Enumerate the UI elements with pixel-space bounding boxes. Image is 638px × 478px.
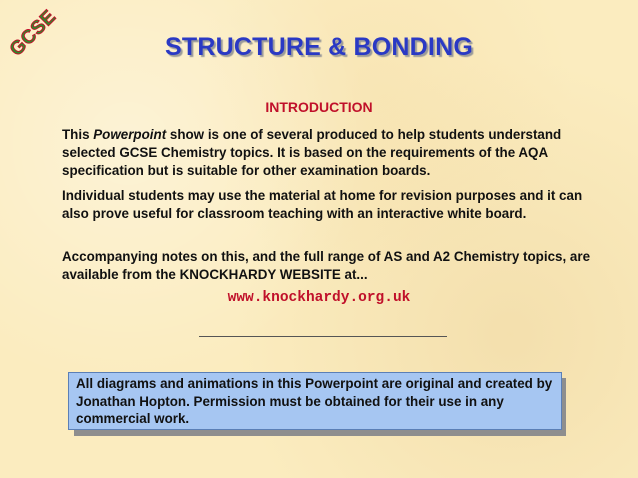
- section-heading: INTRODUCTION: [265, 99, 373, 115]
- powerpoint-emphasis: Powerpoint: [93, 127, 167, 142]
- intro-paragraph-3: Accompanying notes on this, and the full range of AS and A2 Chemistry topics, are available from the KNOCKHARDY WEBSITE at...: [62, 249, 591, 282]
- divider: [199, 336, 447, 337]
- intro-p1-start: This: [62, 127, 94, 142]
- copyright-notice: All diagrams and animations in this Powerpoint are original and created by Jonathan Hopton. Permission must be obtained for their use in any commercial work.: [68, 372, 562, 430]
- gcse-logo-text: GCSE: [5, 6, 61, 61]
- page-title: STRUCTURE & BONDING: [165, 33, 473, 61]
- intro-paragraph-2: Individual students may use the material at home for revision purposes and it can also prove useful for classroom teaching with an interactive white board.: [62, 188, 583, 221]
- intro-paragraph-1: [62, 126, 602, 180]
- intro-p1-rest: show is one of several produced to help students understand selected GCSE Chemistry topics. It is based on the requirements of the AQA specification but is suitable for other examination boards.: [62, 127, 562, 178]
- website-link[interactable]: www.knockhardy.org.uk: [227, 290, 411, 306]
